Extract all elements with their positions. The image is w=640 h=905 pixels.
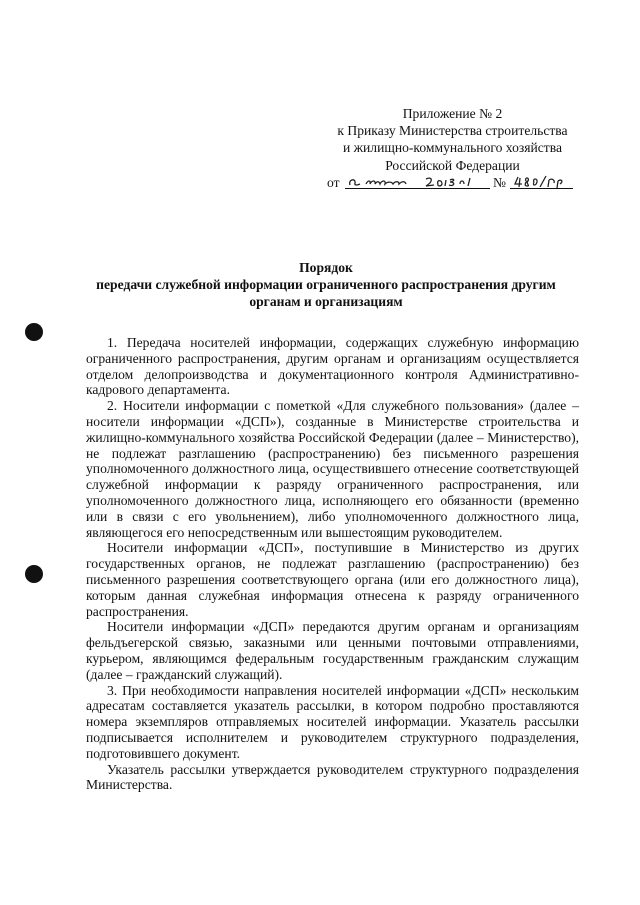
paragraph: Носители информации «ДСП», поступившие в Министерство из других государственных органов, не подлежат разглашению (распространению) без письменного разрешения соответствующего органа (или его должностного лица), которым данная служебная информация отнесена к разряду ограниченного распространения. [86,540,579,619]
paragraph: 2. Носители информации с пометкой «Для служебного пользования» (далее – носители информации «ДСП»), созданные в Министерстве строительства и жилищно-коммунального хозяйства Российской Федерации (далее – Министерство), не подлежат разглашению (распространению) без письменного разрешения уполномоченного должностного лица, осуществившего отнесение соответствующей служебной информации к разряду ограниченного распространения, или уполномоченного должностного лица, исполняющего его обязанности (временно или в связи с его увольнением), либо уполномоченного должностного лица, являющегося его непосредственным или вышестоящим руководителем. [86,398,579,540]
appendix-title: Приложение № 2 [402,106,503,121]
paragraph: 3. При необходимости направления носителей информации «ДСП» нескольким адресатам составляется указатель рассылки, в котором подробно проставляются номера экземпляров отправляемых носителей информации. Указатель рассылки подписывается исполнителем и руководителем структурного подразделения, подготовившего документ. [86,682,579,761]
date-prefix: от [327,174,340,190]
document-title [60,259,592,310]
handwritten-date [346,172,488,190]
punch-hole-mark [25,565,43,583]
appendix-order-line: к Приказу Министерства строительства [337,123,568,139]
appendix-block [300,105,605,191]
paragraph: 1. Передача носителей информации, содержащих служебную информацию ограниченного распространения, другим органам и организациям осуществляется отделом делопроизводства и документационного контроля Административно-кадрового департамента. [86,335,579,398]
paragraph: Указатель рассылки утверждается руководителем структурного подразделения Министерства. [86,761,579,793]
title-heading: Порядок [299,260,353,275]
date-number-line [300,174,605,191]
handwritten-number [512,172,572,190]
punch-hole-mark [25,323,43,341]
document-body [86,335,579,793]
appendix-country-line: Российской Федерации [385,157,520,173]
title-subheading: передачи служебной информации ограниченного распространения другим [96,277,556,292]
appendix-ministry-line: и жилищно-коммунального хозяйства [342,140,563,156]
paragraph: Носители информации «ДСП» передаются другим органам и организациям фельдъегерской связью, заказными или ценными почтовыми отправлениями, курьером, являющимся федеральным государственным гражданским служащим (далее – гражданский служащий). [86,619,579,682]
number-prefix: № [493,174,506,190]
title-subheading-cont: органам и организациям [249,294,403,309]
